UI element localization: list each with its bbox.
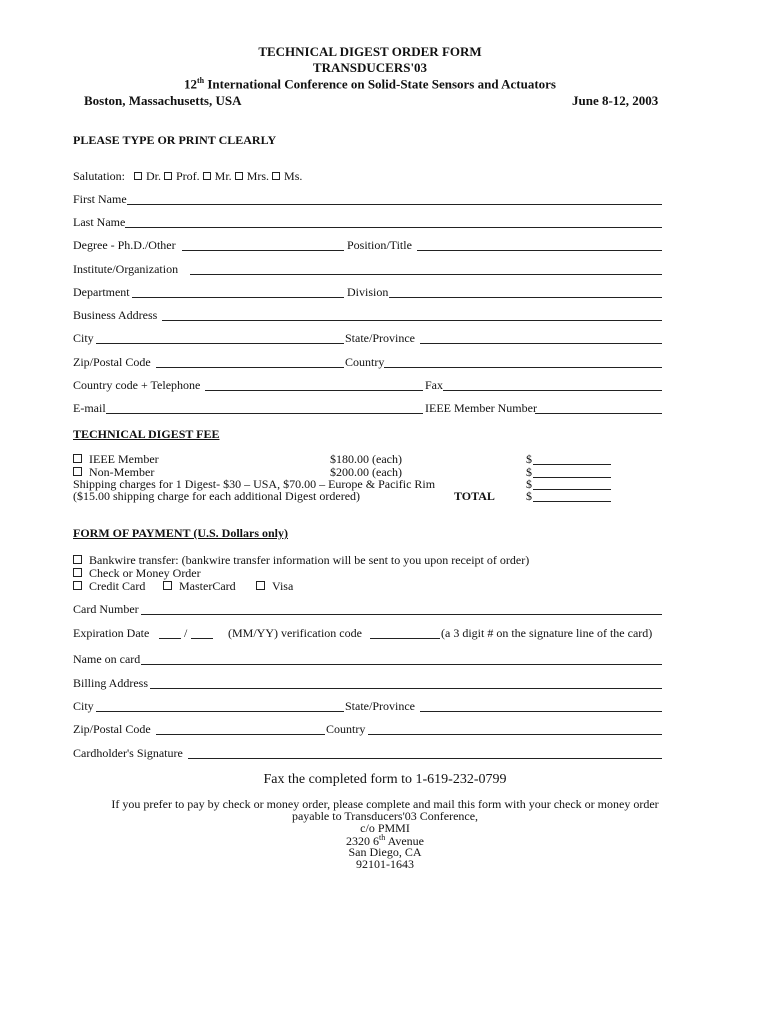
- division-input[interactable]: [389, 297, 662, 298]
- salutation-ms[interactable]: Ms.: [272, 169, 302, 183]
- street-superscript: th: [379, 833, 386, 842]
- name-on-card-label: Name on card: [73, 652, 141, 666]
- business-address-input[interactable]: [162, 320, 662, 321]
- ieee-member-price: $180.00 (each): [330, 452, 402, 466]
- ieee-number-input[interactable]: [535, 413, 662, 414]
- department-input[interactable]: [132, 297, 344, 298]
- checkbox-icon[interactable]: [164, 172, 172, 180]
- salutation-prof[interactable]: Prof.: [164, 169, 200, 183]
- street-number: 2320 6: [346, 834, 379, 848]
- billing-city-input[interactable]: [96, 711, 344, 712]
- total-amount-input[interactable]: [533, 501, 611, 502]
- dollar-sign: $: [526, 465, 532, 479]
- conference-superscript: th: [197, 76, 205, 85]
- verification-note: (a 3 digit # on the signature line of the card): [441, 626, 653, 640]
- instructions: PLEASE TYPE OR PRINT CLEARLY: [73, 133, 277, 147]
- mail-city: San Diego, CA: [348, 845, 422, 859]
- ieee-number-label: IEEE Member Number: [425, 401, 537, 415]
- fee-heading: TECHNICAL DIGEST FEE: [73, 427, 220, 441]
- checkbox-icon[interactable]: [256, 581, 265, 590]
- non-member-option[interactable]: Non-Member: [73, 465, 154, 480]
- card-number-input[interactable]: [141, 614, 662, 615]
- checkbox-icon[interactable]: [73, 568, 82, 577]
- billing-address-label: Billing Address: [73, 676, 149, 690]
- conference-dates: June 8-12, 2003: [572, 93, 659, 108]
- salutation-mr[interactable]: Mr.: [203, 169, 232, 183]
- care-of: c/o PMMI: [360, 821, 410, 835]
- dollar-sign: $: [526, 489, 532, 503]
- form-title: TECHNICAL DIGEST ORDER FORM: [258, 44, 482, 59]
- checkbox-icon[interactable]: [73, 467, 82, 476]
- fax-input[interactable]: [443, 390, 662, 391]
- payment-heading: FORM OF PAYMENT (U.S. Dollars only): [73, 526, 288, 540]
- salutation-mrs[interactable]: Mrs.: [235, 169, 269, 183]
- mail-instructions-2: payable to Transducers'03 Conference,: [291, 809, 479, 823]
- credit-card-option[interactable]: Credit Card: [73, 579, 145, 594]
- mail-zip: 92101-1643: [356, 857, 414, 871]
- business-address-label: Business Address: [73, 308, 158, 322]
- position-input[interactable]: [417, 250, 662, 251]
- dollar-sign: $: [526, 452, 532, 466]
- card-number-label: Card Number: [73, 602, 139, 616]
- state-label: State/Province: [345, 331, 415, 345]
- dollar-sign: $: [526, 477, 532, 491]
- checkbox-icon[interactable]: [73, 454, 82, 463]
- email-label: E-mail: [73, 401, 106, 415]
- signature-label: Cardholder's Signature: [73, 746, 183, 760]
- street-rest: Avenue: [385, 834, 424, 848]
- billing-state-label: State/Province: [345, 699, 415, 713]
- shipping-amount-input[interactable]: [533, 489, 611, 490]
- expiration-label: Expiration Date: [73, 626, 150, 640]
- salutation-label: Salutation:: [73, 169, 125, 183]
- billing-address-input[interactable]: [150, 688, 662, 689]
- checkbox-icon[interactable]: [73, 555, 82, 564]
- country-input[interactable]: [384, 367, 662, 368]
- telephone-label: Country code + Telephone: [73, 378, 201, 392]
- billing-zip-label: Zip/Postal Code: [73, 722, 151, 736]
- fax-label: Fax: [425, 378, 443, 392]
- checkbox-icon[interactable]: [203, 172, 211, 180]
- city-label: City: [73, 331, 94, 345]
- last-name-input[interactable]: [125, 227, 662, 228]
- institute-input[interactable]: [190, 274, 662, 275]
- billing-zip-input[interactable]: [156, 734, 325, 735]
- email-input[interactable]: [106, 413, 423, 414]
- institute-label: Institute/Organization: [73, 262, 179, 276]
- billing-city-label: City: [73, 699, 94, 713]
- salutation-dr[interactable]: Dr.: [134, 169, 161, 183]
- signature-input[interactable]: [188, 758, 662, 759]
- billing-country-label: Country: [326, 722, 366, 736]
- verification-code-input[interactable]: [370, 638, 440, 639]
- check-option[interactable]: Check or Money Order: [73, 566, 201, 581]
- zip-input[interactable]: [156, 367, 344, 368]
- shipping-line-2: ($15.00 shipping charge for each additional Digest ordered): [73, 489, 361, 503]
- position-label: Position/Title: [347, 238, 412, 252]
- fax-instructions: Fax the completed form to 1-619-232-0799: [263, 772, 507, 787]
- ieee-member-amount-input[interactable]: [533, 464, 611, 465]
- zip-label: Zip/Postal Code: [73, 355, 151, 369]
- mail-instructions-1: If you prefer to pay by check or money order, please complete and mail this form with your check or money order: [111, 797, 659, 811]
- expiration-month-input[interactable]: [159, 638, 181, 639]
- bankwire-option[interactable]: Bankwire transfer: (bankwire transfer information will be sent to you upon receipt of order): [73, 553, 529, 568]
- checkbox-icon[interactable]: [235, 172, 243, 180]
- shipping-line-1: Shipping charges for 1 Digest- $30 – USA, $70.00 – Europe & Pacific Rim: [73, 477, 436, 491]
- checkbox-icon[interactable]: [134, 172, 142, 180]
- conference-rest: International Conference on Solid-State Sensors and Actuators: [204, 76, 556, 92]
- last-name-label: Last Name: [73, 215, 126, 229]
- first-name-label: First Name: [73, 192, 127, 206]
- billing-country-input[interactable]: [368, 734, 662, 735]
- degree-input[interactable]: [182, 250, 344, 251]
- non-member-price: $200.00 (each): [330, 465, 402, 479]
- division-label: Division: [347, 285, 389, 299]
- billing-state-input[interactable]: [420, 711, 662, 712]
- mmyy-label: (MM/YY) verification code: [228, 626, 362, 640]
- expiration-slash: /: [184, 626, 188, 640]
- name-on-card-input[interactable]: [141, 664, 662, 665]
- expiration-year-input[interactable]: [191, 638, 213, 639]
- country-label: Country: [345, 355, 385, 369]
- checkbox-icon[interactable]: [272, 172, 280, 180]
- ieee-member-option[interactable]: IEEE Member: [73, 452, 159, 467]
- telephone-input[interactable]: [205, 390, 423, 391]
- conference-number: 12: [184, 76, 197, 92]
- visa-option[interactable]: Visa: [256, 579, 293, 594]
- first-name-input[interactable]: [127, 204, 662, 205]
- checkbox-icon[interactable]: [73, 581, 82, 590]
- department-label: Department: [73, 285, 130, 299]
- form-subtitle: TRANSDUCERS'03: [312, 60, 428, 75]
- total-label: TOTAL: [454, 489, 495, 503]
- conference-name: [0, 76, 740, 92]
- checkbox-icon[interactable]: [163, 581, 172, 590]
- state-input[interactable]: [420, 343, 662, 344]
- degree-label: Degree - Ph.D./Other: [73, 238, 176, 252]
- conference-location: Boston, Massachusetts, USA: [84, 93, 242, 108]
- salutation-row: [73, 169, 302, 184]
- city-input[interactable]: [96, 343, 344, 344]
- non-member-amount-input[interactable]: [533, 477, 611, 478]
- mastercard-option[interactable]: MasterCard: [163, 579, 236, 594]
